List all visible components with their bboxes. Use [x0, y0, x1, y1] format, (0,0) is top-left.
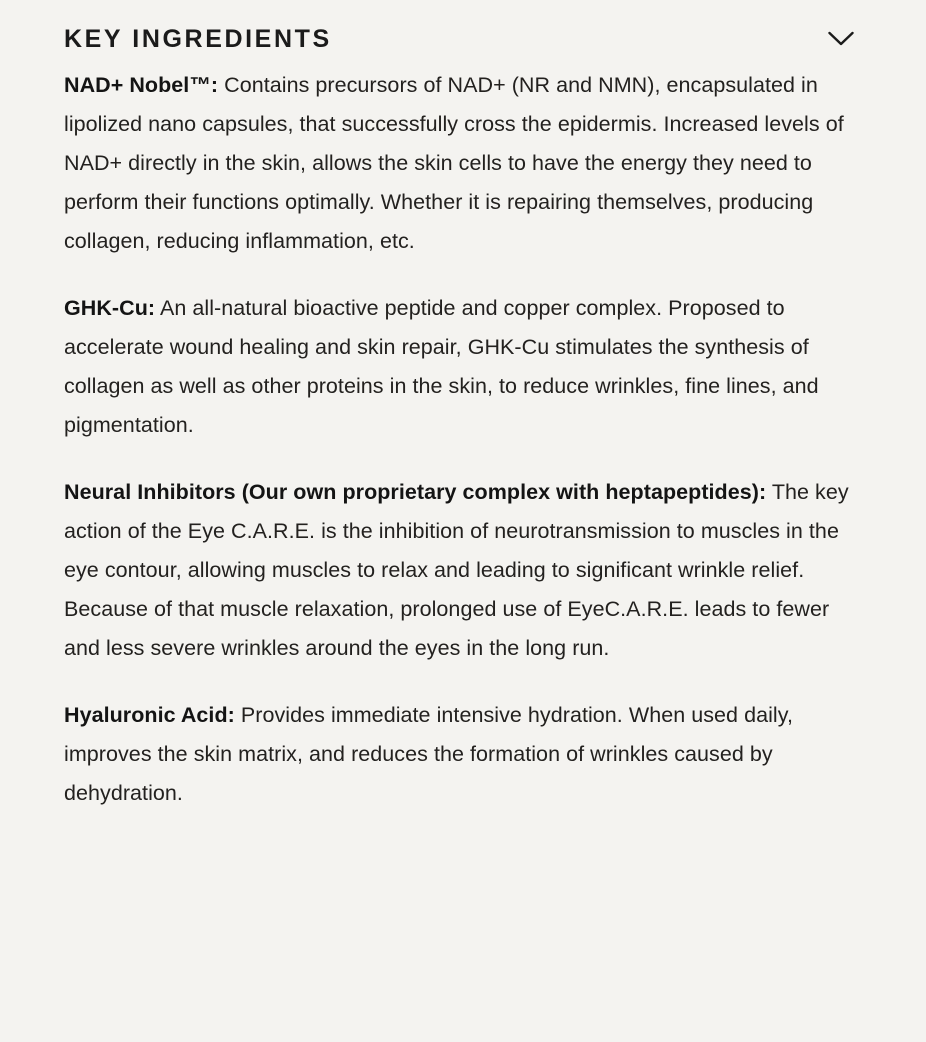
ingredient-name: Neural Inhibitors (Our own proprietary complex with heptapeptides): — [64, 480, 767, 504]
panel-bottom-spacer — [64, 813, 862, 851]
ingredient-name: NAD+ Nobel™: — [64, 73, 219, 97]
ingredient-name: GHK-Cu: — [64, 296, 156, 320]
page-title: KEY INGREDIENTS — [64, 25, 332, 53]
key-ingredients-header[interactable] — [64, 0, 862, 66]
ingredient-paragraph — [64, 289, 862, 445]
ingredient-description: An all-natural bioactive peptide and copper complex. Proposed to accelerate wound healing and skin repair, GHK-Cu stimulates the synthesis of collagen as well as other proteins in the skin, to reduce wrinkles, fine lines, and pigmentation. — [64, 296, 819, 437]
ingredient-description: Contains precursors of NAD+ (NR and NMN), encapsulated in lipolized nano capsules, that successfully cross the epidermis. Increased levels of NAD+ directly in the skin, allows the skin cells to have the energy they need to perform their functions optimally. Whether it is repairing themselves, producing collagen, reducing inflammation, etc. — [64, 73, 844, 253]
ingredient-paragraph — [64, 473, 862, 668]
ingredient-description: The key action of the Eye C.A.R.E. is the inhibition of neurotransmission to muscles in the eye contour, allowing muscles to relax and leading to significant wrinkle relief. Because of that muscle relaxation, prolonged use of EyeC.A.R.E. leads to fewer and less severe wrinkles around the eyes in the long run. — [64, 480, 849, 660]
ingredient-paragraph — [64, 696, 862, 813]
ingredient-paragraph — [64, 66, 862, 261]
chevron-down-icon[interactable] — [824, 22, 858, 56]
ingredient-name: Hyaluronic Acid: — [64, 703, 235, 727]
ingredient-description: Provides immediate intensive hydration. When used daily, improves the skin matrix, and reduces the formation of wrinkles caused by dehydration. — [64, 703, 793, 805]
